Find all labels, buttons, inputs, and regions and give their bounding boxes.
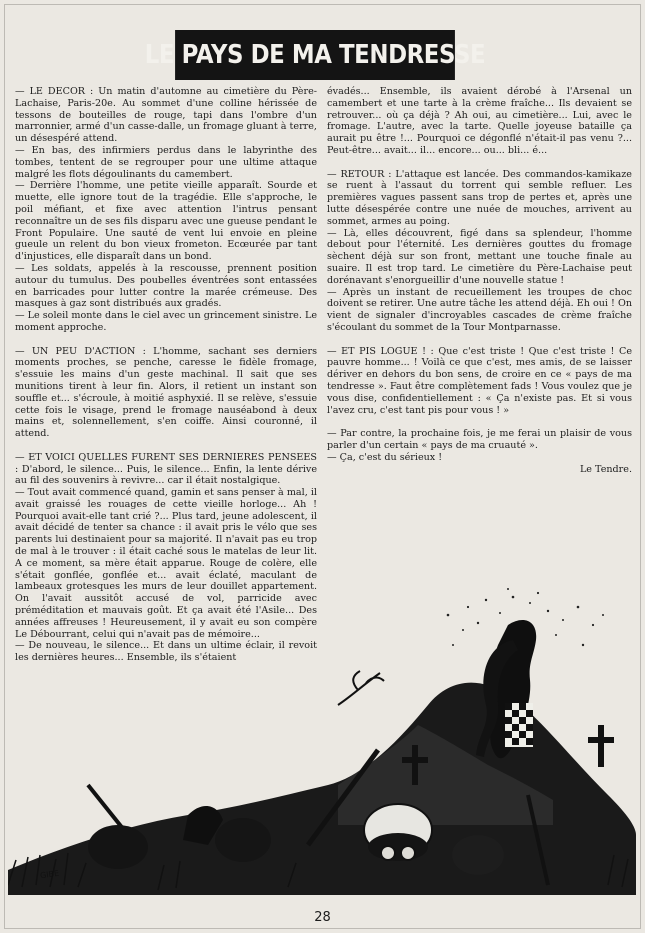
paragraph: — De nouveau, le silence... Et dans un ultime éclair, il revoit les dernières heures... Ensemble, ils s'étaient [15,640,317,664]
paragraph: — Tout avait commencé quand, gamin et sans penser à mal, il avait graissé les rouages de cette vieille horloge... Ah ! Pourquoi avait-elle tant crié ?... Plus tard, jeune adolescent, il avait décidé de tenter sa chance : il avait pris le vélo que ses parents lui destinaient pour sa majorité. Il n'avait pas eu trop de mal à le trouver : il était caché sous le matelas de leur lit. A ce moment, sa mère était apparue. Rouge de colère, elle s'était gonflée, gonflée et... avait éclaté, maculant de lambeaux grotesques les murs de leur douillet appartement. On l'avait aussitôt accusé de vol, parricide avec préméditation et mauvais goût. Et ça avait été l'Asile... Des années affreuses ! Heureusement, il y avait eu son compère Le Débourrant, celui qui n'avait pas de mémoire... [15,487,317,640]
paragraph: — Après un instant de recueillement les troupes de choc doivent se retirer. Une autre tâche les attend déjà. Eh oui ! On vient de signaler d'incroyables cascades de crème fraîche s'écoulant du sommet de la Tour Montparnasse. [327,286,632,333]
paragraph: — ET PIS LOGUE ! : Que c'est triste ! Que c'est triste ! Ce pauvre homme... ! Voilà ce que c'est, mes amis, de se laisser dériver en dehors du bon sens, de croire en ce « pays de ma tendresse ». Faut être complètement fads ! Vous voulez que je vous dise, confidentiellement : « Ça n'existe pas. Et si vous l'avez cru, c'est tant pis pour vous ! » [327,345,632,416]
right-text-column [327,86,632,475]
paragraph: — Par contre, la prochaine fois, je me ferai un plaisir de vous parler d'un certain « pays de ma cruauté ». [327,428,632,451]
illustration-cemetery-battle [8,585,636,895]
paragraph: — Ça, c'est du sérieux ! [327,451,443,463]
paragraph: — Là, elles découvrent, figé dans sa splendeur, l'homme debout pour l'éternité. Les dernières gouttes du fromage sèchent déjà sur son front, mettant une touche finale au suaire. Il est trop tard. Le cimetière du Père-Lachaise peut dorénavant s'enorgueillir d'une nouvelle statue ! [327,227,632,286]
paragraph: — ET VOICI QUELLES FURENT SES DERNIERES PENSEES : D'abord, le silence... Puis, le silence... Enfin, la lente dérive au fil des souvenirs à revivre... car il était nostalgique. [15,451,317,487]
paragraph: évadés... Ensemble, ils avaient dérobé à l'Arsenal un camembert et une tarte à la crème fraîche... Ils devaient se retrouver... où ça déjà ? Ah oui, au cimetière... Lui, avec le fromage. L'autre, avec la tarte. Quelle joyeuse bataille ça aurait pu être !... Pourquoi ce dégonflé n'était-il pas venu ?... Peut-être... avait... il... encore... ou... bli... é... [327,86,632,156]
author-signature: Le Tendre. [579,463,632,475]
page-title: LE PAYS DE MA TENDRESSE [175,30,455,80]
left-text-column [15,86,317,664]
paragraph: — UN PEU D'ACTION : L'homme, sachant ses derniers moments proches, se penche, caresse le fidèle fromage, s'essuie les mains d'un geste machinal. Il sait que ses munitions tirent à leur fin. Alors, il retient un instant son souffle et... s'écroule, à moitié asphyxié. Il se relève, s'essuie cette fois le visage, prend le fromage nauséabond à deux mains et, solennellement, s'en coiffe. Ainsi couronné, il attend. [15,345,317,440]
page-number: 28 [314,910,331,925]
paragraph: — Le soleil monte dans le ciel avec un grincement sinistre. Le moment approche. [15,310,318,333]
paragraph: — En bas, des infirmiers perdus dans le labyrinthe des tombes, tentent de se regrouper pour une ultime attaque malgré les flots dégoulinants du camembert. [15,144,317,180]
paragraph: — RETOUR : L'attaque est lancée. Des commandos-kamikaze se ruent à l'assaut du torrent qui semble refluer. Les premières vagues passent sans trop de pertes et, après une lutte désespérée contre une nuée de mouches, arrivent au sommet, armes au poing. [327,168,632,227]
artist-signature: GIBE [39,868,60,881]
paragraph: — Derrière l'homme, une petite vieille apparaît. Sourde et muette, elle ignore tout de la tragédie. Elle s'approche, le poil méfiant, et fixe avec attention l'intrus pensant reconnaître un de ses fils disparu avec une gueuse pendant le Front Populaire. Une sauté de vent lui envoie en pleine gueule un relent du bon vieux frometon. Ecœurée par tant d'injustices, elle disparaît dans un bond. [15,180,317,263]
paragraph: — LE DECOR : Un matin d'automne au cimetière du Père-Lachaise, Paris-20e. Au sommet d'une colline hérissée de tessons de bouteilles de rouge, tapi dans l'ombre d'un marronnier, armé d'un casse-dalle, un fromage gluant à terre, un désespéré attend. [15,86,317,145]
paragraph: — Les soldats, appelés à la rescousse, prennent position autour du tumulus. Des poubelles éventrées sont entassées en barricades pour lutter contre la marée crémeuse. Des masques à gaz sont distribués aux gradés. [15,262,317,310]
